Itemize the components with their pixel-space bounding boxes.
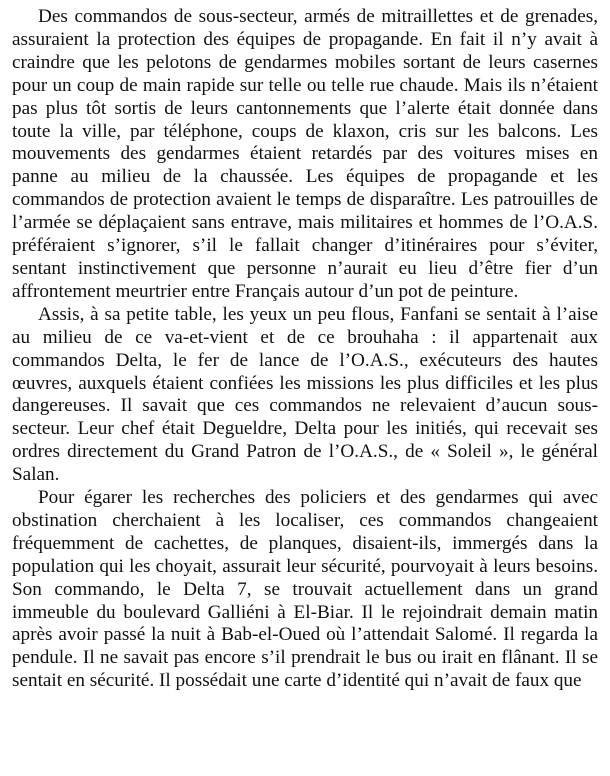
paragraph-fanfani: Assis, à sa petite table, les yeux un peu flous, Fanfani se sentait à l’aise au milieu de ce va-et-vient et de ce brouhaha : il appartenait aux commandos Delta, le fer de lance de l’O.A.S., exécuteurs des hautes œuvres, auxquels étaient confiées les missions les plus difficiles et les plus dangereuses. Il savait que ces commandos ne relevaient d’aucun sous-secteur. Leur chef était Degueldre, Delta pour les initiés, qui recevait ses ordres directement du Grand Patron de l’O.A.S., de « Soleil », le général Salan. bbox=[12, 303, 598, 486]
paragraph-planques: Pour égarer les recherches des policiers et des gendarmes qui avec obstination cherchaient à les localiser, ces commandos changeaient fréquemment de cachettes, de planques, disaient-ils, immergés dans la population qui les choyait, assurait leur sécurité, pourvoyait à leurs besoins. Son commando, le Delta 7, se trouvait actuellement dans un grand immeuble du boulevard Galliéni à El-Biar. Il le rejoindrait demain matin après avoir passé la nuit à Bab-el-Oued où l’attendait Salomé. Il regarda la pendule. Il ne savait pas encore s’il prendrait le bus ou irait en flânant. Il se sentait en sécurité. Il possédait une carte d’identité qui n’avait de faux que bbox=[12, 487, 598, 692]
paragraph-commandos: Des commandos de sous-secteur, armés de mitraillettes et de grenades, assuraient la protection des équipes de propagande. En fait il n’y avait à craindre que les pelotons de gendarmes mobiles sortant de leurs casernes pour un coup de main rapide sur telle ou telle rue chaude. Mais ils n’étaient pas plus tôt sortis de leurs cantonnements que l’alerte était donnée dans toute la ville, par téléphone, coups de klaxon, cris sur les balcons. Les mouvements des gendarmes étaient retardés par des voitures mises en panne au milieu de la chaussée. Les équipes de propagande et les commandos de protection avaient le temps de disparaître. Les patrouilles de l’armée se déplaçaient sans entrave, mais militaires et hommes de l’O.A.S. préféraient s’ignorer, s’il le fallait changer d’itinéraires pour s’éviter, sentant instinctivement que personne n’aurait eu lieu d’être fier d’un affrontement meurtrier entre Français autour d’un pot de peinture. bbox=[12, 6, 598, 302]
document-page bbox=[12, 6, 598, 693]
